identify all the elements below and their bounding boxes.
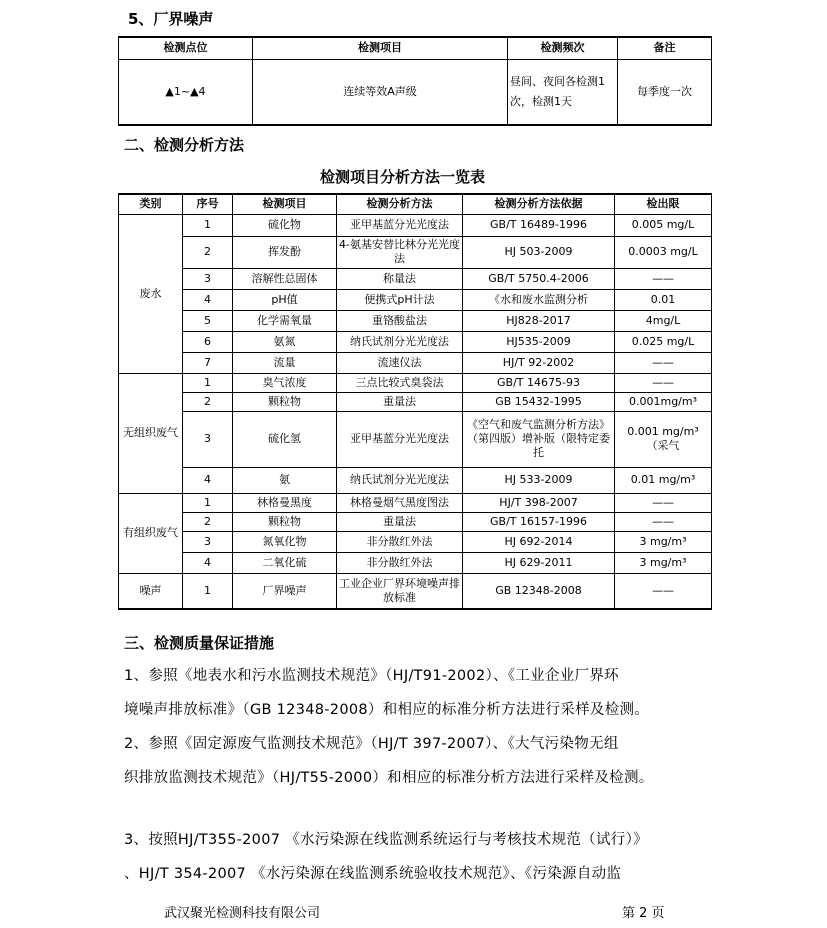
category-cell: 废水 [119,214,183,373]
table-row [119,214,712,236]
method-table-title: 检测项目分析方法一览表 [320,168,486,186]
seq-cell: 1 [183,493,233,512]
section3-title: 三、检测质量保证措施 [124,634,275,652]
seq-cell: 4 [183,289,233,310]
method-cell: 重铬酸盐法 [337,310,463,331]
limit-cell: 0.01 [615,289,712,310]
basis-cell: GB 12348-2008 [463,573,615,609]
basis-cell: GB/T 16489-1996 [463,214,615,236]
basis-cell: GB 15432-1995 [463,392,615,411]
table-row [119,352,712,373]
table-row [119,331,712,352]
seq-cell: 6 [183,331,233,352]
item-cell: 硫化物 [233,214,337,236]
table-row [119,512,712,531]
paragraph-line: 境噪声排放标准》（GB 12348-2008）和相应的标准分析方法进行采样及检测。 [124,702,650,718]
table-row [119,467,712,493]
method-header-cell: 类别 [119,194,183,214]
basis-cell: HJ 629-2011 [463,552,615,573]
item-cell: 氨氮 [233,331,337,352]
basis-cell: HJ 533-2009 [463,467,615,493]
table-row [119,552,712,573]
item-cell: 溶解性总固体 [233,268,337,289]
item-cell: 臭气浓度 [233,373,337,392]
item-cell: 氨 [233,467,337,493]
paragraph-line: 2、参照《固定源废气监测技术规范》（HJ/T 397-2007）、《大气污染物无组 [124,736,619,752]
basis-cell: 《空气和废气监测分析方法》（第四版）增补版（限特定委托 [463,411,615,467]
method-cell: 便携式pH计法 [337,289,463,310]
item-cell: 硫化氢 [233,411,337,467]
seq-cell: 2 [183,512,233,531]
seq-cell: 4 [183,552,233,573]
limit-cell: 3 mg/m³ [615,531,712,552]
item-cell: 林格曼黑度 [233,493,337,512]
limit-cell: —— [615,268,712,289]
method-cell: 纳氏试剂分光光度法 [337,467,463,493]
method-cell: 纳氏试剂分光光度法 [337,331,463,352]
section5-title: 5、厂界噪声 [128,10,214,28]
seq-cell: 3 [183,531,233,552]
basis-cell: HJ/T 92-2002 [463,352,615,373]
noise-point: ▲1~▲4 [119,59,253,125]
item-cell: 厂界噪声 [233,573,337,609]
method-header-cell: 检出限 [615,194,712,214]
item-cell: 二氧化硫 [233,552,337,573]
limit-cell: —— [615,573,712,609]
method-cell: 亚甲基蓝分光光度法 [337,411,463,467]
method-cell: 流速仪法 [337,352,463,373]
method-cell: 非分散红外法 [337,552,463,573]
seq-cell: 1 [183,373,233,392]
limit-cell: —— [615,493,712,512]
basis-cell: GB/T 5750.4-2006 [463,268,615,289]
noise-header-frequency: 检测频次 [508,37,618,59]
paragraph-line: 、HJ/T 354-2007 《水污染源在线监测系统验收技术规范》、《污染源自动监 [124,866,622,882]
limit-cell: —— [615,373,712,392]
limit-cell: —— [615,512,712,531]
limit-cell: 4mg/L [615,310,712,331]
table-row [119,411,712,467]
method-cell: 4-氨基安替比林分光光度法 [337,236,463,268]
table-row [119,392,712,411]
method-cell: 重量法 [337,392,463,411]
seq-cell: 7 [183,352,233,373]
basis-cell: HJ828-2017 [463,310,615,331]
item-cell: 氮氧化物 [233,531,337,552]
basis-cell: GB/T 14675-93 [463,373,615,392]
method-cell: 亚甲基蓝分光光度法 [337,214,463,236]
item-cell: 化学需氧量 [233,310,337,331]
basis-cell: HJ/T 398-2007 [463,493,615,512]
table-row [119,236,712,268]
method-header-cell: 检测分析方法依据 [463,194,615,214]
limit-cell: 3 mg/m³ [615,552,712,573]
item-cell: 流量 [233,352,337,373]
category-cell: 无组织废气 [119,373,183,493]
item-cell: pH值 [233,289,337,310]
table-row [119,268,712,289]
table-row [119,493,712,512]
footer-page-number: 第 2 页 [622,906,665,921]
noise-header-point: 检测点位 [119,37,253,59]
method-header-cell: 检测项目 [233,194,337,214]
table-row [119,531,712,552]
method-header-cell: 序号 [183,194,233,214]
method-cell: 称量法 [337,268,463,289]
limit-cell: 0.005 mg/L [615,214,712,236]
basis-cell: HJ 503-2009 [463,236,615,268]
seq-cell: 5 [183,310,233,331]
method-cell: 非分散红外法 [337,531,463,552]
section2-title: 二、检测分析方法 [124,136,245,154]
method-cell: 工业企业厂界环境噪声排放标准 [337,573,463,609]
method-cell: 林格曼烟气黑度图法 [337,493,463,512]
noise-header-remark: 备注 [618,37,712,59]
item-cell: 颗粒物 [233,392,337,411]
seq-cell: 2 [183,392,233,411]
category-cell: 噪声 [119,573,183,609]
basis-cell: 《水和废水监测分析 [463,289,615,310]
noise-frequency: 昼间、夜间各检测1次，检测1天 [508,59,618,125]
seq-cell: 3 [183,411,233,467]
limit-cell: 0.001 mg/m³（采气 [615,411,712,467]
basis-cell: HJ535-2009 [463,331,615,352]
noise-header-item: 检测项目 [253,37,508,59]
paragraph-line: 1、参照《地表水和污水监测技术规范》（HJ/T91-2002）、《工业企业厂界环 [124,668,619,684]
method-table [118,193,712,610]
limit-cell: 0.01 mg/m³ [615,467,712,493]
noise-item: 连续等效A声级 [253,59,508,125]
seq-cell: 3 [183,268,233,289]
limit-cell: 0.025 mg/L [615,331,712,352]
basis-cell: HJ 692-2014 [463,531,615,552]
table-row [119,373,712,392]
seq-cell: 4 [183,467,233,493]
footer-company: 武汉聚光检测科技有限公司 [164,906,321,921]
method-header-cell: 检测分析方法 [337,194,463,214]
seq-cell: 1 [183,573,233,609]
table-row [119,289,712,310]
paragraph-line: 织排放监测技术规范》（HJ/T55-2000）和相应的标准分析方法进行采样及检测。 [124,770,654,786]
seq-cell: 1 [183,214,233,236]
item-cell: 颗粒物 [233,512,337,531]
paragraph-line: 3、按照HJ/T355-2007 《水污染源在线监测系统运行与考核技术规范（试行）》 [124,832,648,848]
limit-cell: 0.001mg/m³ [615,392,712,411]
table-row [119,573,712,609]
limit-cell: —— [615,352,712,373]
method-cell: 重量法 [337,512,463,531]
noise-table [118,36,712,126]
table-row [119,310,712,331]
item-cell: 挥发酚 [233,236,337,268]
method-cell: 三点比较式臭袋法 [337,373,463,392]
seq-cell: 2 [183,236,233,268]
basis-cell: GB/T 16157-1996 [463,512,615,531]
category-cell: 有组织废气 [119,493,183,573]
limit-cell: 0.0003 mg/L [615,236,712,268]
noise-remark: 每季度一次 [618,59,712,125]
